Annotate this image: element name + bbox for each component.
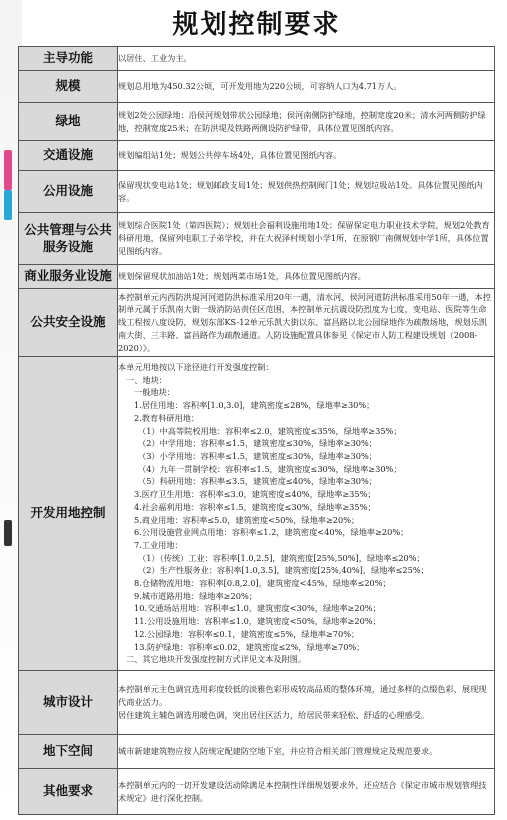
row-content [118, 357, 495, 671]
list-item: 10.交通场站用地：容积率≤1.0，建筑密度<30%，绿地率≥20%； [134, 603, 381, 614]
decoration-strip [4, 150, 12, 190]
row-content: 保留现状变电站1处；规划邮政支局1处；规划供热控制阀门1处；规划垃圾站1处。具体位置见图纸内容。 [118, 171, 495, 213]
list-item: 13.防护绿地：容积率≤0.02，建筑密度≤2%，绿地率≥70%； [134, 641, 365, 652]
table-row [19, 213, 495, 265]
list-item: 本单元用地按以下途径进行开发强度控制： [118, 362, 274, 373]
list-item: （2）生产性服务业：容积率[1.0,3.5]，建筑密度[25%,40%]，绿地率≤25%； [138, 565, 429, 576]
list-item: （1）中高等院校用地：容积率≤2.0，建筑密度≤35%，绿地率≥35%； [138, 425, 402, 436]
list-item: 2.教育科研用地： [134, 412, 200, 423]
table-row [19, 357, 495, 671]
row-label: 绿地 [19, 103, 118, 141]
list-item: （5）科研用地：容积率≤3.5，建筑密度≤40%，绿地率≥30%； [138, 476, 377, 487]
row-content: 规划综合医院1处（第四医院）；规划社会福利设施用地1处；保留保定电力职业技术学院，规划2处教育科研用地，保留列电职工子弟学校，并在大祝泽村规划小学1所，在原钢厂南侧规划中学1所，具体位置见图纸内容。 [118, 213, 495, 265]
table-row [19, 171, 495, 213]
list-item: 3.医疗卫生用地：容积率≤3.0，建筑密度≤40%，绿地率≥35%； [134, 489, 376, 500]
row-label-line: 公共管理与公共 [24, 222, 112, 237]
list-item: （3）小学用地：容积率≤1.5，建筑密度≤30%，绿地率≥30%； [138, 450, 377, 461]
row-content [118, 671, 495, 735]
row-label: 公共安全设施 [19, 289, 118, 357]
row-content: 以居住、工业为主。 [118, 47, 495, 71]
table-row [19, 47, 495, 71]
row-label: 规模 [19, 71, 118, 103]
page-title: 规划控制要求 [172, 9, 341, 40]
list-item: 一、地块： [126, 374, 167, 385]
list-item: 7.工业用地： [134, 539, 183, 550]
row-content: 本控制单元内的一切开发建设活动除满足本控制性详细规划要求外，还应结合《保定市城市规划管理技术规定》进行深化控制。 [118, 769, 495, 815]
row-content: 本控制单元内西防洪堤河河道防洪标准采用20年一遇，清水河、侯河河道防洪标准采用50年一遇，本控制单元属于乐凯南大街一级消防站责任区范围，本控制单元抗震设防烈度为七度，变电站、医院等生命线工程按八度设防，规划东部KS-12单元乐凯大街以东、富昌路以北公园绿地作为疏散场地，规划乐凯南大街、三丰路、富昌路作为疏散通道。人防设施配置具体参见《保定市人防工程建设规划（2008-2020）》。 [118, 289, 495, 357]
list-item: 1.居住用地：容积率[1.0,3.0]，建筑密度≤28%，绿地率≥30%； [134, 400, 375, 411]
list-item: 9.城市道路用地：绿地率≥20%； [134, 590, 257, 601]
list-item: （1）（传统）工业：容积率[1.0,2.5]，建筑密度[25%,50%]，绿地率≤20%； [138, 552, 425, 563]
row-label: 开发用地控制 [19, 357, 118, 671]
list-item: 4.社会福利用地：容积率≤1.5，建筑密度≤30%，绿地率≥35%； [134, 501, 376, 512]
row-label: 公用设施 [19, 171, 118, 213]
table-row [19, 71, 495, 103]
list-item: 8.仓储物流用地：容积率[0.8,2.0]，建筑密度<45%，绿地率≤20%； [134, 578, 391, 589]
table-row [19, 735, 495, 769]
list-item: 二、其它地块开发强度控制方式详见文本及附图。 [126, 654, 307, 665]
list-item: 12.公园绿地：容积率≤0.1，建筑密度≤5%，绿地率≥70%； [134, 628, 360, 639]
row-content: 规划编组站1处；规划公共停车场4处，具体位置见图纸内容。 [118, 141, 495, 171]
row-label: 其他要求 [19, 769, 118, 815]
paragraph: 本控制单元主色调宜选用彩度较低的淡雅色彩形成较高品质的整体环境，通过多样的点缀色彩，展现现代商业活力。 [118, 684, 487, 708]
row-content: 规划2处公园绿地：沿侯河规划带状公园绿地；侯河南侧防护绿地，控制宽度20米；清水河两侧防护绿地，控制宽度25米；在防洪堤及铁路两侧设防护绿带，具体位置见图纸内容。 [118, 103, 495, 141]
row-label-line: 服务设施 [42, 239, 93, 254]
paragraph: 居住建筑主辅色调选用暖色调，突出居住区活力，给居民带来轻松、舒适的心理感受。 [118, 709, 430, 720]
table-row [19, 671, 495, 735]
decoration-strip [4, 520, 12, 546]
table-row [19, 289, 495, 357]
row-label: 商业服务业设施 [19, 265, 118, 289]
row-label [19, 213, 118, 265]
planning-control-table [18, 46, 495, 815]
table-row [19, 265, 495, 289]
row-content: 规划总用地为450.32公顷，可开发用地为220公顷，可容纳人口为4.71万人。 [118, 71, 495, 103]
row-label: 地下空间 [19, 735, 118, 769]
row-content: 城市新建建筑物应按人防规定配建防空地下室，并应符合相关部门管理规定及规范要求。 [118, 735, 495, 769]
row-label: 交通设施 [19, 141, 118, 171]
row-label: 城市设计 [19, 671, 118, 735]
table-row [19, 103, 495, 141]
list-item: （2）中学用地：容积率≤1.5，建筑密度≤30%，绿地率≥30%； [138, 438, 377, 449]
row-content: 规划保留现状加油站1处；规划两菜市场1处，具体位置见图纸内容。 [118, 265, 495, 289]
list-item: 一般地块： [134, 387, 175, 398]
table-row [19, 769, 495, 815]
list-item: 11.公用设施用地：容积率≤1.0，建筑密度<50%，绿地率≥20%； [134, 616, 381, 627]
list-item: 5.商业用地：容积率≤5.0，建筑密度<50%，绿地率≥20%； [134, 514, 360, 525]
row-label: 主导功能 [19, 47, 118, 71]
list-item: （4）九年一贯制学校：容积率≤1.5，建筑密度≤30%，绿地率≥30%； [138, 463, 402, 474]
table-row [19, 141, 495, 171]
list-item: 6.公用设施营业网点用地：容积率≤1.2，建筑密度<40%，绿地率≥20%； [134, 527, 409, 538]
decoration-strip [4, 190, 12, 220]
